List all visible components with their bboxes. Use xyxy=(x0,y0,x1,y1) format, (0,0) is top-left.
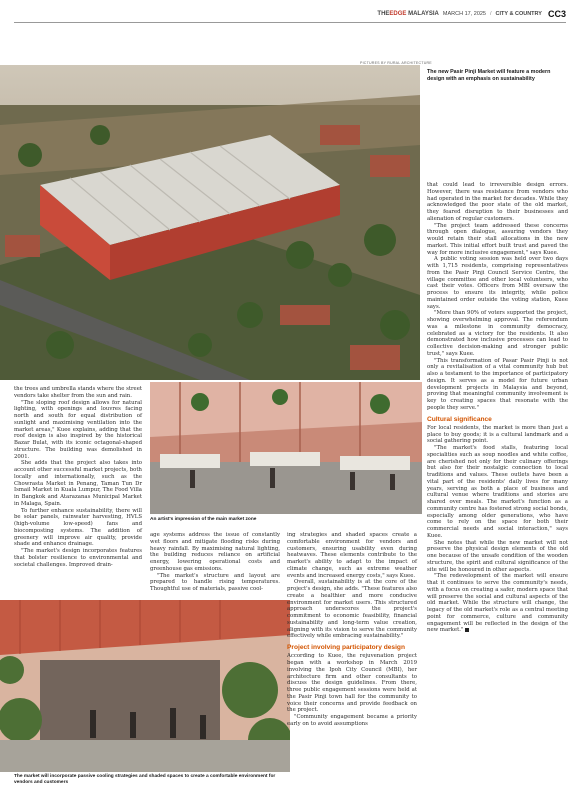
article-column-4 xyxy=(427,182,568,634)
paragraph: "Community engagement became a priority early on to avoid assumptions xyxy=(287,714,417,727)
market-exterior-render xyxy=(0,600,290,772)
paragraph: According to Kuee, the rejuvenation project began with a workshop in March 2019 involving the Ipoh City Council (MBI), her architecture firm and other consultants to discuss the design guidelines. From there, three public engagement sessions were held at the Pasir Pinji town hall for the community to voice their concerns and provide feedback on the project. xyxy=(287,653,417,714)
paragraph: "The redevelopment of the market will ensure that it continues to serve the community's needs, with a focus on creating a safer, modern space that will preserve the social and cultural aspects of the old market. While the structure will change, the legacy of the old market's role as a central meeting point for commerce, culture and community engagement will be reflected in the design of the new market." xyxy=(427,573,568,634)
subheading-participatory-design: Project involving participatory design xyxy=(287,644,405,651)
paragraph: "The market's food stalls, featuring local specialities such as soup noodles and white coffee, are cherished not only for their culinary offerings but also for their nostalgic connection to local traditions and values. These outlets have been a vital part of the residents' daily lives for many years, serving as both a place of business and cultural venue where traditions and stories are shared over meals. The market's function as a community centre has fostered strong social bonds, especially among older generations, who have come to rely on the space for both their commercial needs and social interaction," says Kuee. xyxy=(427,445,568,539)
paragraph: Overall, sustainability is at the core of the project's design, she adds. "These features also create a healthier and more conducive environment for market users. This structured approach underscores the project's commitment to economic feasibility, financial sustainability and long-term value creation, aligning with its vision to serve the community effectively while embracing sustainability." xyxy=(287,579,417,640)
paragraph: the trees and umbrella stands where the street vendors take shelter from the sun and rain. xyxy=(14,386,142,399)
bottom-photo-caption: The market will incorporate passive cooling strategies and shaded spaces to create a comfortable environment for vendors and customers xyxy=(14,774,276,786)
paragraph: "The market's structure and layout are prepared to handle rising temperatures. Thoughtful use of materials, passive cool- xyxy=(150,572,280,592)
paragraph: She notes that while the new market will not preserve the physical design elements of the old one because of the unsafe condition of the wooden structure, the spirit and cultural significance of the site will be honoured in other aspects. xyxy=(427,539,568,573)
header-separator: / xyxy=(490,11,492,17)
paragraph: age systems address the issue of constantly wet floors and mitigate flooding risks during heavy rainfall. By maximising natural lighting, the building reduces reliance on artificial energy, lowering operational costs and greenhouse gas emissions. xyxy=(150,532,280,572)
paragraph: She adds that the project also takes into account other successful market projects, both locally and internationally, such as the Chowrasta Market in Penang, Taman Tun Dr Ismail Market in Kuala Lumpur, The Food Villa in Bangkok and Atarazanas Municipal Market in Malaga, Spain. xyxy=(14,460,142,507)
paragraph: "More than 90% of voters supported the project, showing overwhelming approval. The referendum was a milestone in community democracy, celebrated as a victory for the residents. It also demonstrated how inclusive processes can lead to collective decision-making and stronger public trust," says Kuee. xyxy=(427,310,568,357)
article-column-3 xyxy=(287,532,417,728)
paragraph: For local residents, the market is more than just a place to buy goods; it is a cultural landmark and a social gathering point. xyxy=(427,424,568,445)
subheading-cultural-significance: Cultural significance xyxy=(427,415,492,423)
article-column-1 xyxy=(14,386,142,568)
paragraph: ing strategies and shaded spaces create a comfortable environment for vendors and customers, ensuring usability even during heatwaves. These elements contribute to the market's ability to adapt to the impact of climate change, such as extreme weather events and increased energy costs," says Kuee. xyxy=(287,532,417,579)
paragraph: "The project team addressed these concerns through open dialogue, assuring vendors they would retain their stall allocations in the new market. This initial effort built trust and paved the way for more inclusive engagement," says Kuee. xyxy=(427,222,568,256)
photo-credit: PICTURES BY RURAL ARCHITECTURE xyxy=(360,61,432,65)
page-number: CC3 xyxy=(547,9,566,19)
paragraph: "This transformation of Pasar Pasir Pinji is not only a revitalisation of a vital community hub but also a testament to the importance of participatory design. It serves as a model for future urban development projects in Malaysia and beyond, proving that meaningful community involvement is key to creating spaces that resonate with the people they serve." xyxy=(427,357,568,411)
end-of-article-mark xyxy=(465,628,469,632)
paragraph: that could lead to irreversible design errors. However, there was resistance from vendors who had operated in the market for decades. While they acknowledged the poor state of the old market, they feared disruption to their businesses and alienation of regular customers. xyxy=(427,182,568,222)
paragraph: A public voting session was held over two days with 1,715 residents, comprising representatives from the Pasir Pinji Council Service Centre, the village committee and other local volunteers, who cast their votes. Officers from MBI oversaw the process to ensure its integrity, while police maintained order outside the voting station, Kuee says. xyxy=(427,256,568,310)
aerial-market-render xyxy=(0,65,420,380)
masthead-logo: THEEDGE MALAYSIA xyxy=(377,11,439,17)
top-photo-caption: The new Pasir Pinji Market will feature a modern design with an emphasis on sustainability xyxy=(427,69,551,83)
middle-photo-caption: An artist's impression of the main market zone xyxy=(150,517,257,522)
market-interior-render xyxy=(150,382,422,514)
issue-date: MARCH 17, 2025 xyxy=(442,11,486,17)
paragraph: To further enhance sustainability, there will be solar panels, rainwater harvesting, HVLS (high-volume low-speed) fans and biocomposting systems. The addition of greenery will improve air quality, provide shade and enhance drainage. xyxy=(14,507,142,548)
section-name: CITY & COUNTRY xyxy=(495,11,542,17)
header-rule xyxy=(14,22,566,23)
page-header xyxy=(377,8,566,20)
paragraph: "The market's design incorporates features that bolster resilience to environmental and societal challenges. Improved drain- xyxy=(14,548,142,568)
paragraph: "The sloping roof design allows for natural lighting, with openings and louvres facing north and south for equal distribution of sunlight and maximising ventilation into the market areas," Kuee explains, adding that the roof design is also inspired by the historical Bazar Bulat, with its iconic octagonal-shaped structure. The building was demolished in 2001. xyxy=(14,399,142,460)
article-column-2 xyxy=(150,532,280,593)
